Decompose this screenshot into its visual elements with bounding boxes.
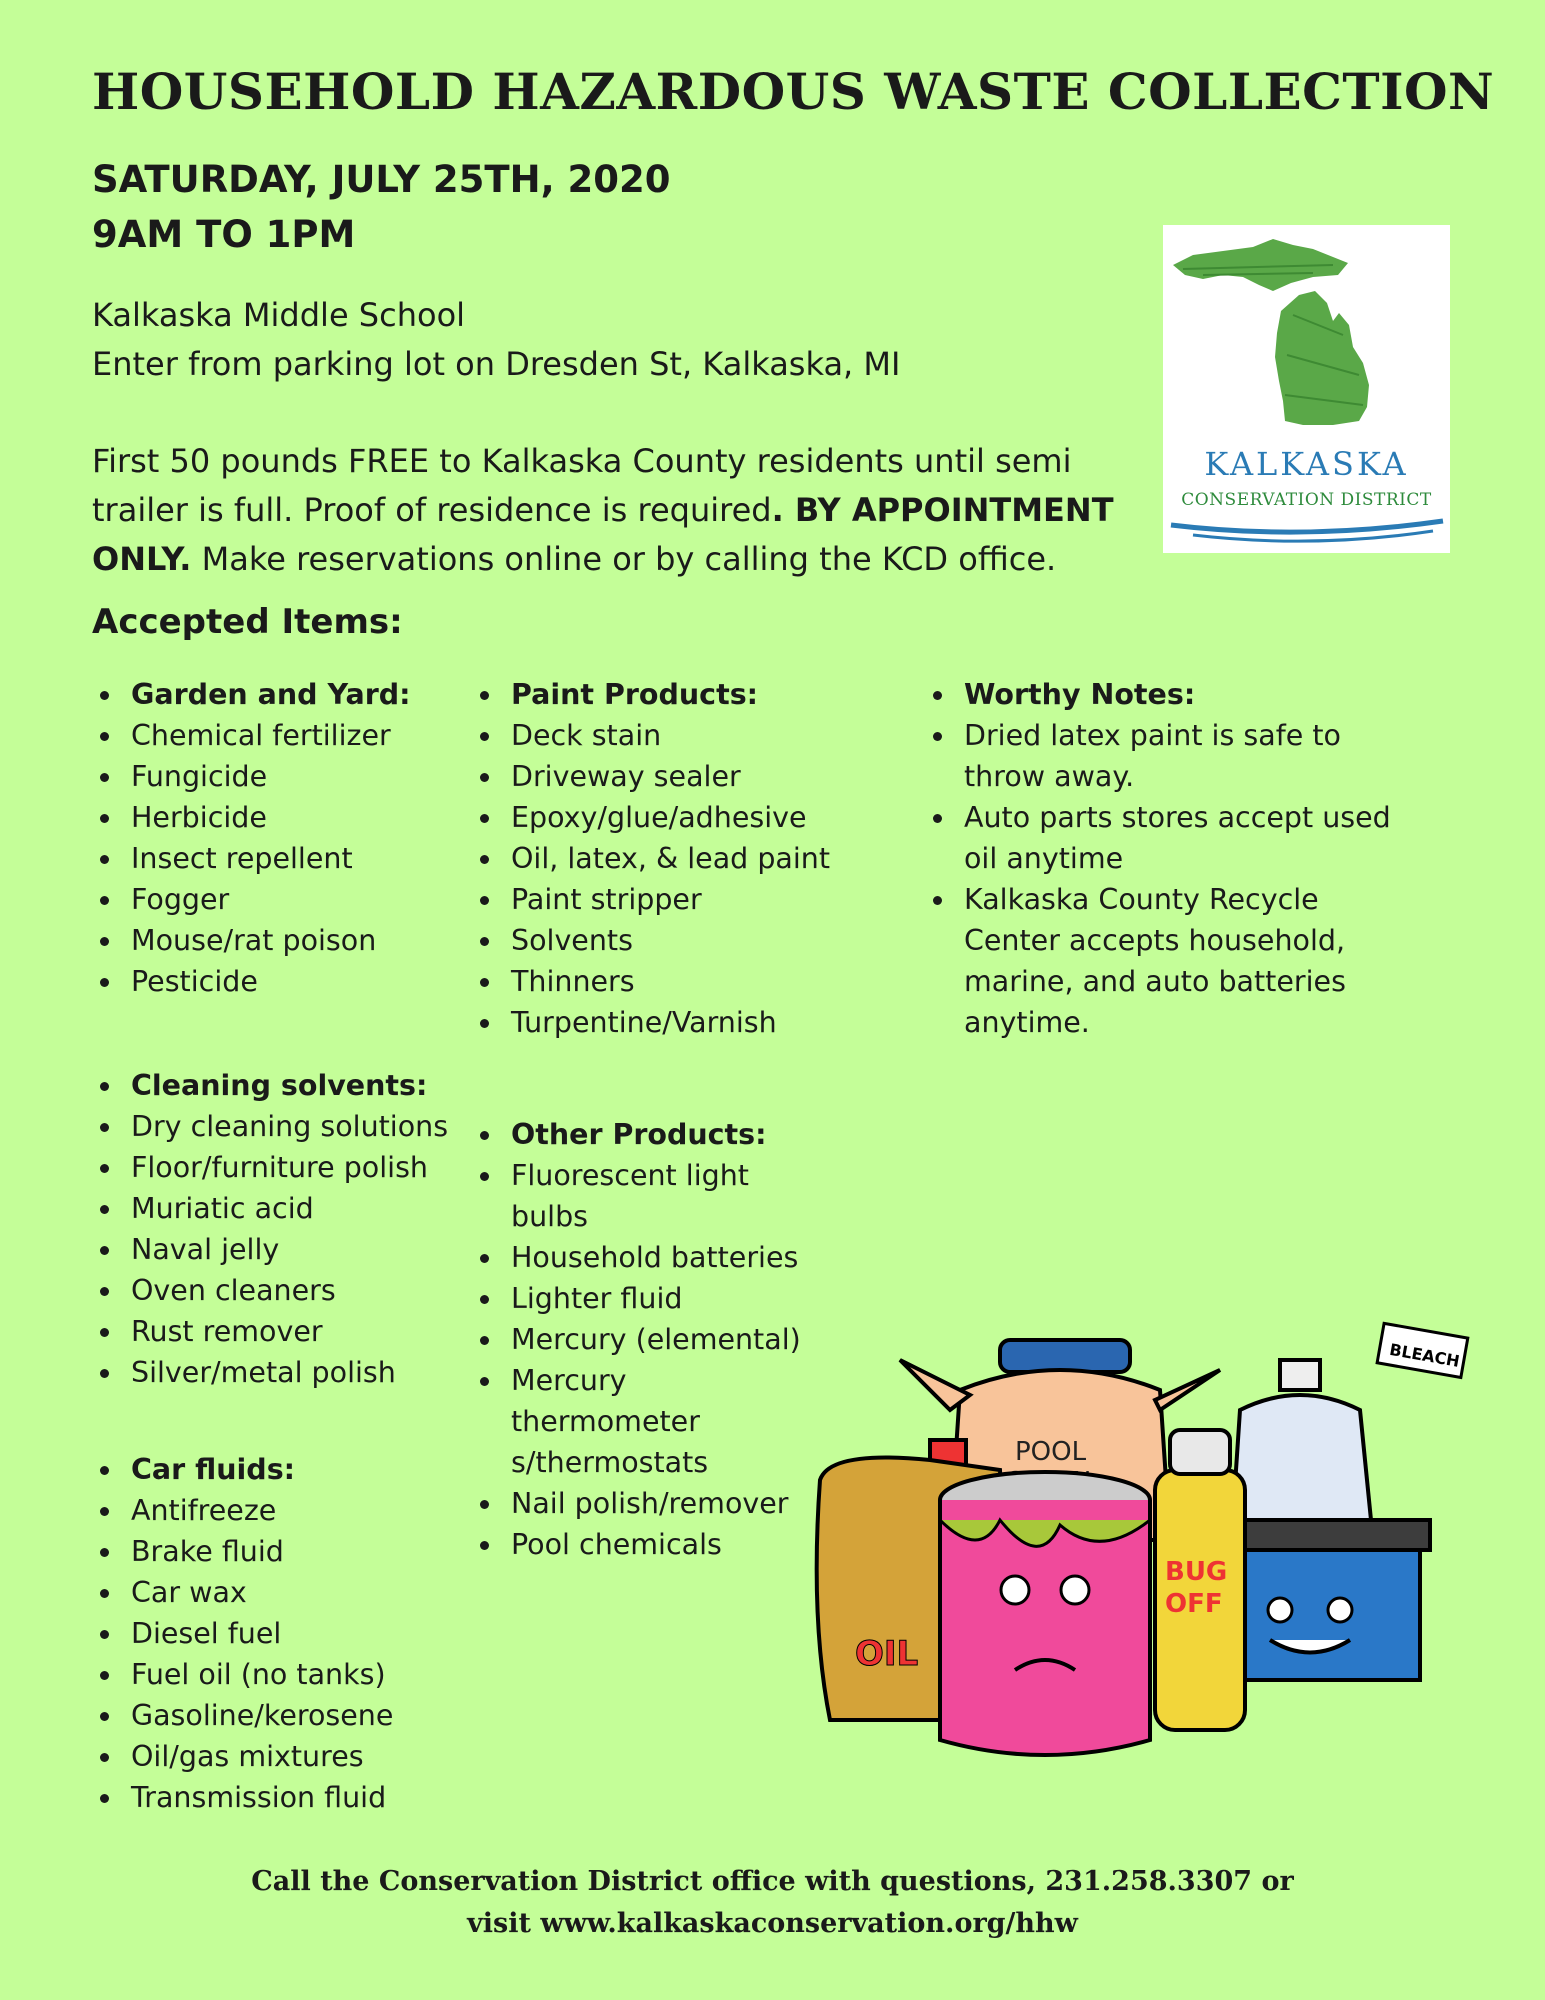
off-label: OFF — [1165, 1589, 1223, 1619]
list-heading: Other Products: — [472, 1114, 822, 1155]
list-item: Silver/metal polish — [92, 1352, 472, 1393]
list-item: Floor/furniture polish — [92, 1147, 472, 1188]
reservation-text: Make reservations online or by calling the KCD office. — [191, 540, 1057, 578]
list-item: Brake fluid — [92, 1531, 472, 1572]
list-item: Pesticide — [92, 961, 452, 1002]
list-item: Driveway sealer — [472, 756, 832, 797]
list-item: Deck stain — [472, 715, 832, 756]
list-item: Fungicide — [92, 756, 452, 797]
list-item: Oven cleaners — [92, 1270, 472, 1311]
list-item: Naval jelly — [92, 1229, 472, 1270]
list-item: Epoxy/glue/adhesive — [472, 797, 832, 838]
list-item: Nail polish/remover — [472, 1483, 822, 1524]
location-directions: Enter from parking lot on Dresden St, Kalkaska, MI — [92, 345, 901, 383]
list-item: Gasoline/kerosene — [92, 1695, 472, 1736]
bug-label: BUG — [1165, 1557, 1228, 1587]
list-item: Dry cleaning solutions — [92, 1106, 472, 1147]
oil-label: OIL — [855, 1634, 919, 1674]
list-item: Oil, latex, & lead paint — [472, 838, 832, 879]
event-time: 9AM TO 1PM — [92, 213, 356, 256]
list-item: Auto parts stores accept used oil anytime — [925, 797, 1395, 879]
garden-yard-list — [92, 674, 452, 1002]
water-wave-icon — [1163, 515, 1450, 551]
paint-products-list — [472, 674, 832, 1043]
list-item: Turpentine/Varnish — [472, 1002, 832, 1043]
list-item: Mouse/rat poison — [92, 920, 452, 961]
list-item: Oil/gas mixtures — [92, 1736, 472, 1777]
cleaning-solvents-list — [92, 1065, 472, 1393]
list-item: Mercury thermometer s/thermostats — [472, 1360, 822, 1483]
list-item: Thinners — [472, 961, 832, 1002]
list-item: Antifreeze — [92, 1490, 472, 1531]
location-name: Kalkaska Middle School — [92, 296, 466, 334]
list-item: Pool chemicals — [472, 1524, 822, 1565]
list-item: Paint stripper — [472, 879, 832, 920]
list-item: Transmission fluid — [92, 1777, 472, 1818]
list-heading: Cleaning solvents: — [92, 1065, 472, 1106]
list-item: Car wax — [92, 1572, 472, 1613]
pool-label: POOL — [1015, 1437, 1087, 1467]
list-heading: Car fluids: — [92, 1449, 472, 1490]
appointment-notice: . BY APPOINTMENT ONLY. — [92, 491, 1114, 578]
car-fluids-list — [92, 1449, 472, 1818]
page-title: HOUSEHOLD HAZARDOUS WASTE COLLECTION — [92, 62, 1495, 121]
list-heading: Worthy Notes: — [925, 674, 1395, 715]
michigan-map-icon — [1163, 225, 1450, 445]
list-item: Muriatic acid — [92, 1188, 472, 1229]
list-heading: Paint Products: — [472, 674, 832, 715]
list-item: Household batteries — [472, 1237, 822, 1278]
worthy-notes-list — [925, 674, 1395, 1043]
list-item: Dried latex paint is safe to throw away. — [925, 715, 1395, 797]
list-item: Lighter fluid — [472, 1278, 822, 1319]
list-heading: Garden and Yard: — [92, 674, 452, 715]
event-date: SATURDAY, JULY 25TH, 2020 — [92, 158, 671, 201]
accepted-items-heading: Accepted Items: — [92, 602, 403, 642]
bug-spray-can-icon — [1155, 1430, 1245, 1730]
list-item: Kalkaska County Recycle Center accepts household, marine, and auto batteries anytime. — [925, 879, 1395, 1043]
bleach-label: BLEACH — [1388, 1339, 1462, 1371]
list-item: Herbicide — [92, 797, 452, 838]
list-item: Mercury (elemental) — [472, 1319, 822, 1360]
description-text: First 50 pounds FREE to Kalkaska County residents until semi trailer is full. Proof of residence is required — [92, 442, 1072, 529]
hazardous-containers-illustration — [800, 1320, 1480, 1780]
conservation-district-logo — [1163, 225, 1450, 553]
list-item: Rust remover — [92, 1311, 472, 1352]
other-products-list — [472, 1114, 822, 1565]
logo-name: KALKASKA — [1204, 445, 1409, 483]
list-item: Fogger — [92, 879, 452, 920]
paint-can-icon — [940, 1472, 1150, 1755]
footer-website: visit www.kalkaskaconservation.org/hhw — [467, 1908, 1078, 1939]
list-item: Fluorescent light bulbs — [472, 1155, 822, 1237]
event-description — [92, 437, 1132, 584]
list-item: Solvents — [472, 920, 832, 961]
logo-subtitle: CONSERVATION DISTRICT — [1181, 490, 1432, 510]
footer-contact: Call the Conservation District office with questions, 231.258.3307 or — [251, 1866, 1294, 1897]
list-item: Fuel oil (no tanks) — [92, 1654, 472, 1695]
list-item: Chemical fertilizer — [92, 715, 452, 756]
list-item: Diesel fuel — [92, 1613, 472, 1654]
list-item: Insect repellent — [92, 838, 452, 879]
